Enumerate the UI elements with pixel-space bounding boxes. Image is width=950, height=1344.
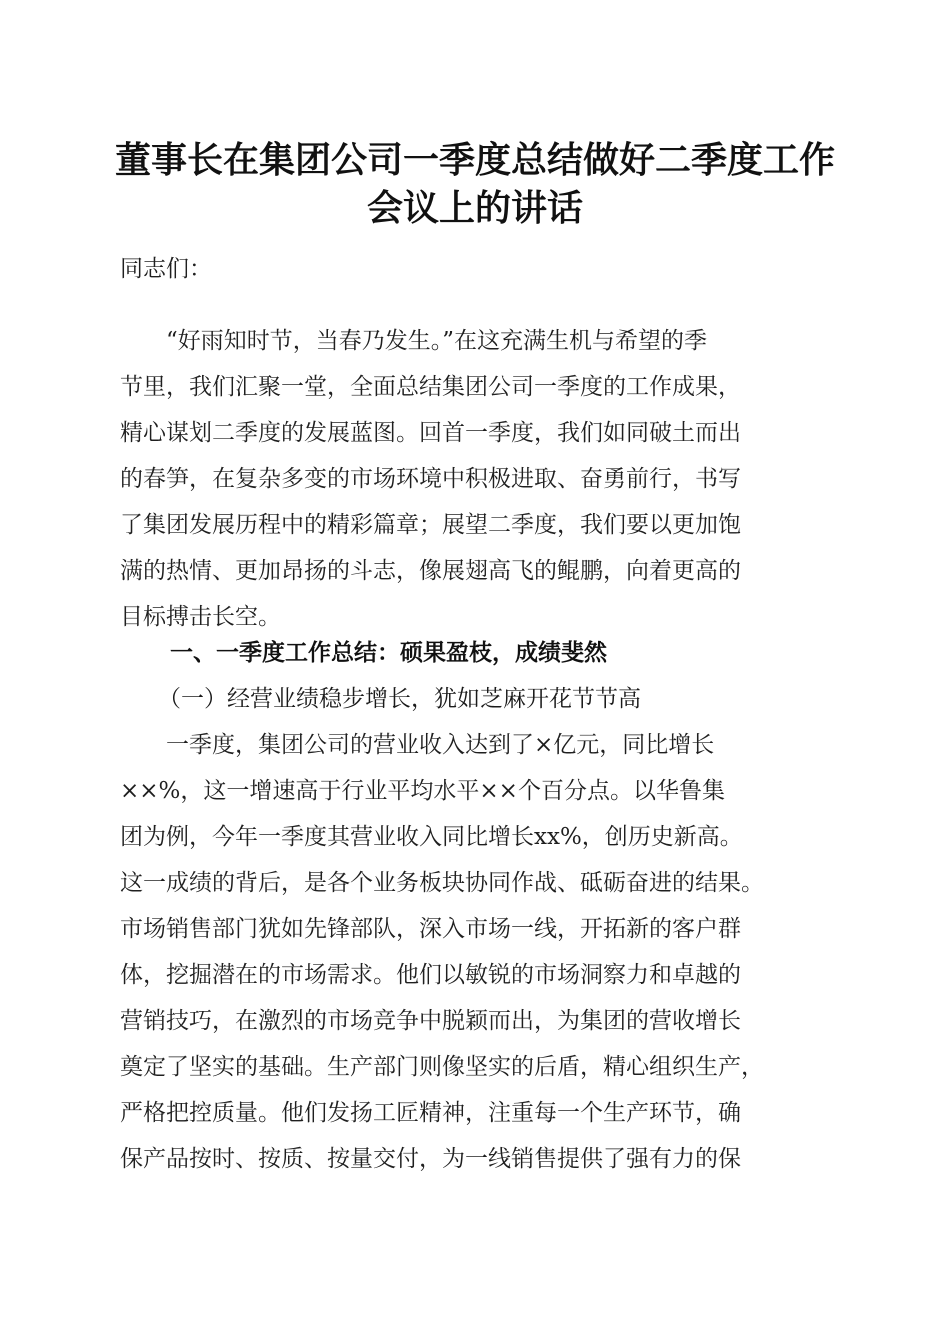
subsection-heading: （一）经营业绩稳步增长，犹如芝麻开花节节高: [158, 686, 641, 712]
paragraph-intro: [120, 318, 840, 640]
paragraph-line: 节里，我们汇聚一堂，全面总结集团公司一季度的工作成果，: [120, 374, 741, 400]
paragraph-line: 营销技巧，在激烈的市场竞争中脱颖而出，为集团的营收增长: [120, 1008, 741, 1034]
paragraph-line: 保产品按时、按质、按量交付，为一线销售提供了强有力的保: [120, 1146, 741, 1172]
paragraph-line: 精心谋划二季度的发展蓝图。回首一季度，我们如同破土而出: [120, 420, 741, 446]
paragraph-line: 满的热情、更加昂扬的斗志，像展翅高飞的鲲鹏，向着更高的: [120, 558, 741, 584]
paragraph-line: 严格把控质量。他们发扬工匠精神，注重每一个生产环节，确: [120, 1100, 741, 1126]
paragraph-line: 一季度，集团公司的营业收入达到了×亿元，同比增长: [120, 732, 715, 758]
paragraph-line: ××%，这一增速高于行业平均水平××个百分点。以华鲁集: [120, 778, 725, 804]
document-title-line-1: 董事长在集团公司一季度总结做好二季度工作: [114, 139, 835, 181]
section-heading: 一、一季度工作总结：硕果盈枝，成绩斐然: [170, 640, 607, 666]
paragraph-line: 了集团发展历程中的精彩篇章；展望二季度，我们要以更加饱: [120, 512, 741, 538]
paragraph-line: 目标搏击长空。: [120, 604, 281, 630]
paragraph-line: “好雨知时节，当春乃发生。”在这充满生机与希望的季: [120, 328, 708, 354]
document-title-line-2: 会议上的讲话: [366, 187, 583, 229]
paragraph-line: 团为例，今年一季度其营业收入同比增长xx%，创历史新高。: [120, 824, 743, 850]
paragraph-line: 奠定了坚实的基础。生产部门则像坚实的后盾，精心组织生产，: [120, 1054, 764, 1080]
paragraph-line: 市场销售部门犹如先锋部队，深入市场一线，开拓新的客户群: [120, 916, 741, 942]
paragraph-line: 的春笋，在复杂多变的市场环境中积极进取、奋勇前行，书写: [120, 466, 741, 492]
salutation: 同志们：: [120, 256, 212, 282]
paragraph-performance: [120, 722, 840, 1182]
paragraph-line: 这一成绩的背后，是各个业务板块协同作战、砥砺奋进的结果。: [120, 870, 764, 896]
paragraph-line: 体，挖掘潜在的市场需求。他们以敏锐的市场洞察力和卓越的: [120, 962, 741, 988]
